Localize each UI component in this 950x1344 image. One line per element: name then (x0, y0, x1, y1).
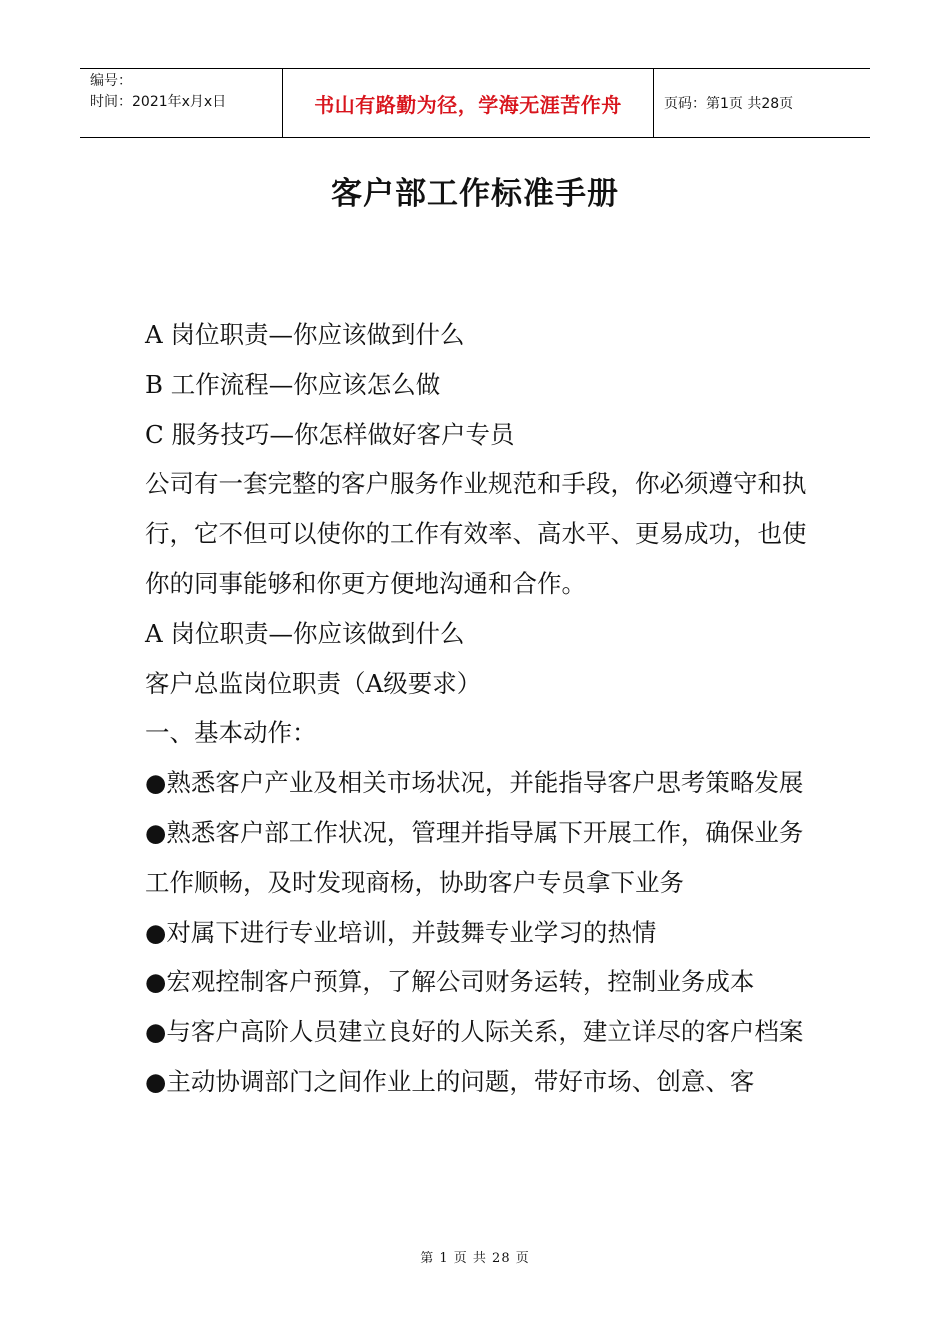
bullet-item: ●与客户高阶人员建立良好的人际关系，建立详尽的客户档案 (145, 1017, 804, 1047)
body-paragraph: A 岗位职责—你应该做到什么 (145, 618, 465, 648)
header-page-cell (654, 69, 870, 137)
bullet-item: ●熟悉客户部工作状况，管理并指导属下开展工作，确保业务工作顺畅，及时发现商杨，协助客户专员拿下业务 (145, 817, 804, 897)
body-paragraph: A 岗位职责—你应该做到什么 (145, 320, 465, 349)
bullet-item: ●对属下进行专业培训，并鼓舞专业学习的热情 (145, 917, 657, 947)
header-motto-cell (282, 69, 654, 137)
document-time-label: 时间：2021年x月x日 (90, 94, 227, 110)
bullet-item: ●宏观控制客户预算，了解公司财务运转，控制业务成本 (145, 967, 755, 997)
body-paragraph: B 工作流程—你应该怎么做 (145, 369, 441, 399)
header-left-cell (80, 69, 282, 137)
body-paragraph: C 服务技巧—你怎样做好客户专员 (145, 419, 515, 449)
document-body (145, 310, 815, 1107)
document-header (80, 68, 870, 138)
bullet-item: ●熟悉客户产业及相关市场状况，并能指导客户思考策略发展 (145, 768, 804, 798)
body-paragraph: 客户总监岗位职责（A级要求） (145, 668, 482, 698)
body-paragraph: 公司有一套完整的客户服务作业规范和手段，你必须遵守和执行，它不但可以使你的工作有效率、高水平、更易成功，也使你的同事能够和你更方便地沟通和合作。 (145, 469, 807, 598)
document-number-label: 编号： (90, 73, 132, 89)
bullet-item: ●主动协调部门之间作业上的问题，带好市场、创意、客 (145, 1066, 755, 1096)
header-motto: 书山有路勤为径，学海无涯苦作舟 (314, 92, 622, 117)
document-title: 客户部工作标准手册 (331, 176, 619, 212)
body-paragraph: 一、基本动作： (145, 718, 317, 748)
header-page-info: 页码：第1页 共28页 (664, 96, 794, 112)
page-footer: 第 1 页 共 28 页 (420, 1251, 530, 1266)
